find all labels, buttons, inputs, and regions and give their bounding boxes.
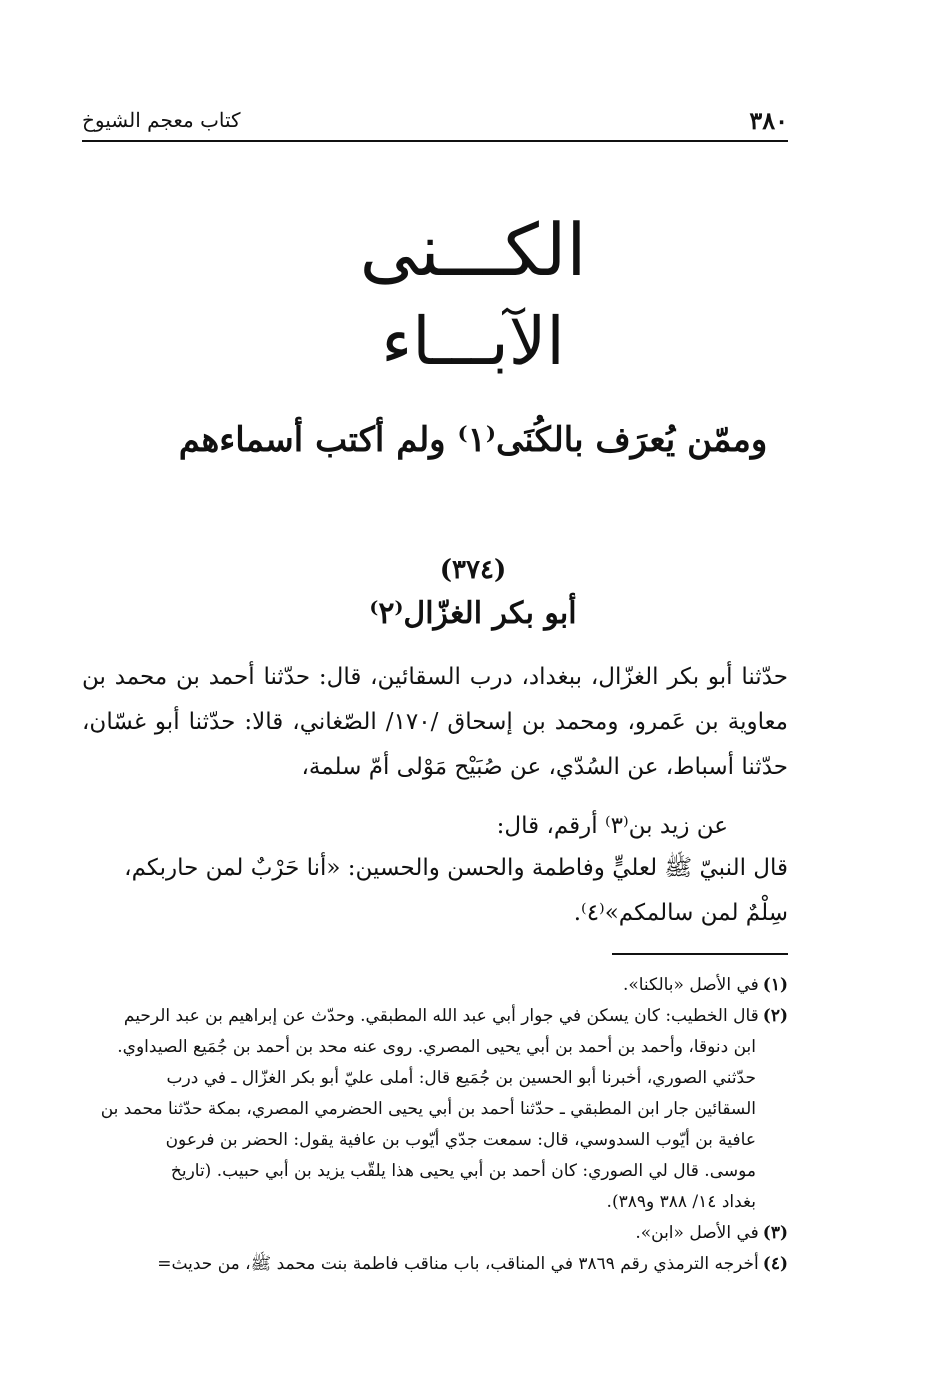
footnote-number: (٢) bbox=[762, 1006, 788, 1026]
chapter-subtitle: الآبـــاء bbox=[381, 303, 565, 380]
footnote-2-line: ابن دنوقا، وأحمد بن أحمد بن أبي يحيى المصري. روى عنه محد بن أحمد بن جُمَيع الصيداوي. bbox=[117, 1037, 756, 1057]
footnote-2 bbox=[82, 1001, 788, 1032]
footnote-4 bbox=[82, 1249, 788, 1280]
footnote-divider bbox=[612, 953, 788, 955]
body-paragraph-narrator bbox=[82, 804, 788, 849]
footnote-text: في الأصل «بالكنا». bbox=[622, 975, 759, 995]
footnote-2-line: موسى. قال لي الصوري: كان أحمد بن أبي يحيى هذا يلقّب يزيد بن أبي حبيب. (تاريخ bbox=[170, 1161, 756, 1181]
body-paragraph-isnad bbox=[82, 655, 788, 790]
footnote-2-line: حدّثني الصوري، أخبرنا أبو الحسين بن جُمَيع قال: أملى عليّ أبو بكر الغزّال ـ في درب bbox=[166, 1068, 756, 1088]
footnote-2-line: بغداد ١٤/ ٣٨٨ و٣٨٩). bbox=[606, 1192, 756, 1212]
footnotes bbox=[82, 970, 788, 1280]
section-heading: وممّن يُعرَف بالكُنَى⁽١⁾ ولم أكتب أسماءهم bbox=[178, 420, 768, 460]
entry-number: (٣٧٤) bbox=[439, 555, 507, 585]
footnote-2-line: السقائين جار ابن المطبقي ـ حدّثنا أحمد بن أبي يحيى الحضرمي المصري، بمكة حدّثنا محمد بن bbox=[100, 1099, 756, 1119]
footnote-number: (٣) bbox=[762, 1223, 788, 1243]
chapter-title: الكـــنى bbox=[359, 208, 587, 292]
entry-name: أبو بكر الغزّال⁽٢⁾ bbox=[369, 596, 577, 631]
footnote-text: في الأصل «ابن». bbox=[635, 1223, 759, 1243]
footnote-number: (١) bbox=[762, 975, 788, 995]
page-header bbox=[82, 104, 788, 142]
footnote-2-line: عافية بن أيّوب السدوسي، قال: سمعت جدّي أيّوب بن عافية يقول: الحضر بن فرعون bbox=[165, 1130, 756, 1150]
page-number: ٣٨٠ bbox=[749, 106, 788, 135]
running-book-title: كتاب معجم الشيوخ bbox=[82, 108, 241, 132]
body-paragraph-hadith bbox=[82, 846, 788, 936]
paragraph-text: حدّثنا أبو بكر الغزّال، ببغداد، درب السقائين، قال: حدّثنا أحمد بن محمد بن معاوية بن عَمرو، ومحمد بن إسحاق /١٧٠/ الصّغاني، قالا: حدّثنا أبو غسّان، حدّثنا أسباط، عن السُدّي، عن صُبَيْح مَوْلى أمّ سلمة، bbox=[82, 664, 789, 780]
footnote-text: قال الخطيب: كان يسكن في جوار أبي عبد الله المطبقي. وحدّث عن إبراهيم بن عبد الرحيم bbox=[123, 1006, 759, 1026]
footnote-number: (٤) bbox=[762, 1254, 788, 1274]
footnote-3 bbox=[82, 1218, 788, 1249]
footnote-text: أخرجه الترمذي رقم ٣٨٦٩ في المناقب، باب مناقب فاطمة بنت محمد ﷺ، من حديث= bbox=[157, 1254, 759, 1274]
paragraph-text: قال النبيّ ﷺ لعليٍّ وفاطمة والحسن والحسين: «أنا حَرْبٌ لمن حاربكم، سِلْمٌ لمن سالمكم»⁽٤⁾. bbox=[124, 855, 788, 926]
paragraph-text: عن زيد بن⁽٣⁾ أرقم، قال: bbox=[496, 813, 728, 839]
footnote-1 bbox=[82, 970, 788, 1001]
